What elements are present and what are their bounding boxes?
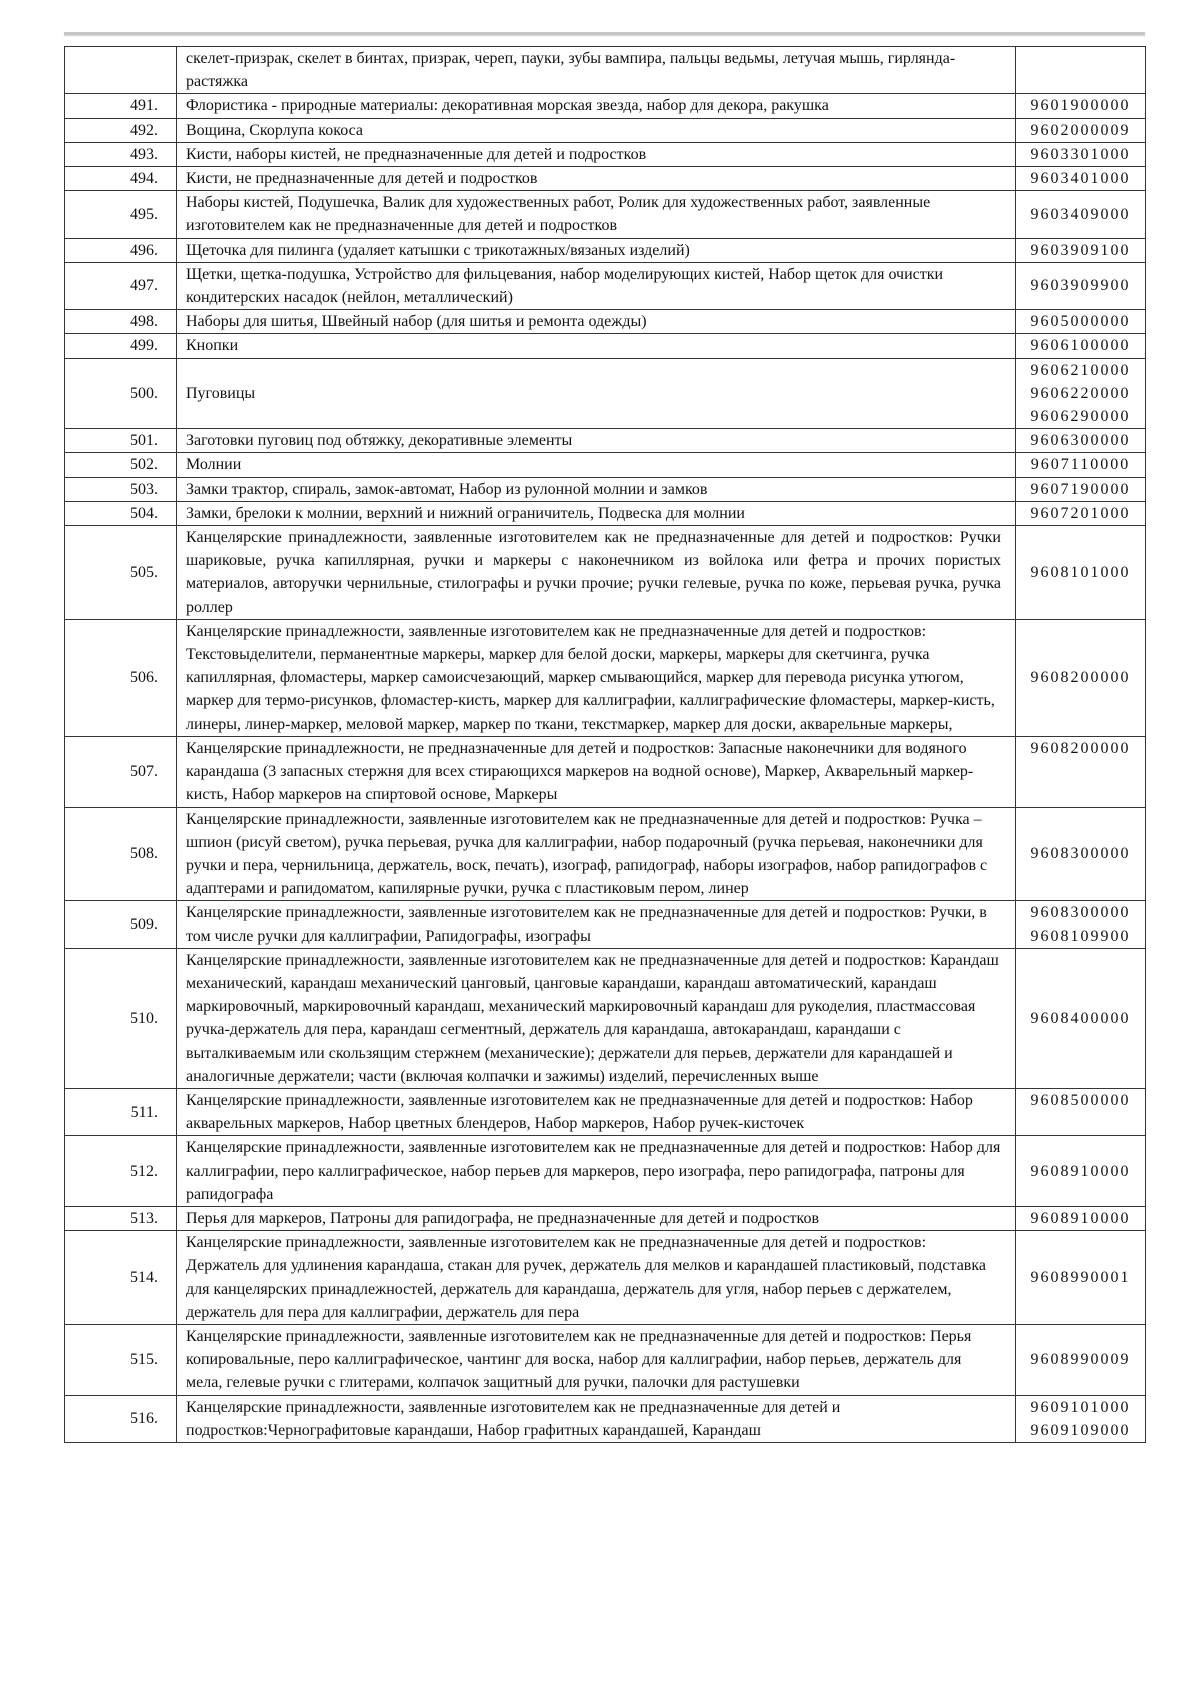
row-codes bbox=[1016, 619, 1146, 736]
row-number: 493. bbox=[65, 142, 177, 166]
row-codes bbox=[1016, 1136, 1146, 1207]
row-codes bbox=[1016, 1231, 1146, 1325]
row-number: 505. bbox=[65, 526, 177, 620]
row-description: Наборы для шитья, Швейный набор (для шитья и ремонта одежды) bbox=[177, 310, 1016, 334]
table-row bbox=[65, 1136, 1146, 1207]
table-row bbox=[65, 262, 1146, 309]
table-row bbox=[65, 47, 1146, 94]
row-description: Канцелярские принадлежности, заявленные изготовителем как не предназначенные для детей и подростков: Набор акварельных маркеров, Набор цветных блендеров, Набор маркеров, Набор ручек-кисточек bbox=[177, 1088, 1016, 1135]
row-description: Канцелярские принадлежности, заявленные изготовителем как не предназначенные для детей и подростков: Ручки шариковые, ручка капиллярная, ручки и маркеры с наконечником из войлока или фетра и прочих пористых материалов, авторучки чернильные, стилографы и ручки прочие; ручки гелевые, ручка по коже, перьевая ручка, ручка роллер bbox=[177, 526, 1016, 620]
row-codes bbox=[1016, 47, 1146, 94]
table-row bbox=[65, 94, 1146, 118]
row-description: Канцелярские принадлежности, заявленные изготовителем как не предназначенные для детей и подростков: Ручка – шпион (рисуй светом), ручка перьевая, ручка для каллиграфии, набор подарочный (ручка перьевая, наконечники для ручки и пера, чернильница, держатель, воск, печать), изограф, рапидограф, наборы изографов, набор рапидографов с адаптерами и рапидоматом, капилярные ручки, ручка с пластиковым пером, линер bbox=[177, 807, 1016, 901]
row-number: 506. bbox=[65, 619, 177, 736]
code-value: 9606210000 bbox=[1030, 361, 1131, 379]
code-value: 9602000009 bbox=[1030, 121, 1131, 139]
row-codes bbox=[1016, 238, 1146, 262]
code-value: 9605000000 bbox=[1030, 313, 1131, 331]
row-number: 516. bbox=[65, 1395, 177, 1442]
row-codes bbox=[1016, 736, 1146, 807]
table-row bbox=[65, 501, 1146, 525]
row-codes bbox=[1016, 1324, 1146, 1395]
code-value: 9606100000 bbox=[1030, 337, 1131, 355]
row-description: Щеточка для пилинга (удаляет катышки с трикотажных/вязаных изделий) bbox=[177, 238, 1016, 262]
row-description: Молнии bbox=[177, 453, 1016, 477]
code-value: 9603301000 bbox=[1030, 145, 1131, 163]
code-value: 9608109900 bbox=[1030, 927, 1131, 945]
row-number: 491. bbox=[65, 94, 177, 118]
code-value: 9609101000 bbox=[1030, 1398, 1131, 1416]
row-description: Заготовки пуговиц под обтяжку, декоративные элементы bbox=[177, 429, 1016, 453]
row-codes bbox=[1016, 334, 1146, 358]
table-row bbox=[65, 142, 1146, 166]
table-row bbox=[65, 334, 1146, 358]
row-number: 511. bbox=[65, 1088, 177, 1135]
row-codes bbox=[1016, 477, 1146, 501]
row-description: Канцелярские принадлежности, заявленные изготовителем как не предназначенные для детей и подростков: Перья копировальные, перо каллиграфическое, чантинг для воска, набор для каллиграфии, набор перьев, держатель для мела, гелевые ручки с глитерами, колпачок защитный для ручки, палочки для растушевки bbox=[177, 1324, 1016, 1395]
row-number: 503. bbox=[65, 477, 177, 501]
row-codes bbox=[1016, 948, 1146, 1088]
table-row bbox=[65, 619, 1146, 736]
row-description: Канцелярские принадлежности, не предназначенные для детей и подростков: Запасные наконечники для водяного карандаша (3 запасных стержня для всех стирающихся маркеров на водной основе), Маркер, Акварельный маркер-кисть, Набор маркеров на спиртовой основе, Маркеры bbox=[177, 736, 1016, 807]
code-value: 9606300000 bbox=[1030, 432, 1131, 450]
row-description: Наборы кистей, Подушечка, Валик для художественных работ, Ролик для художественных работ, заявленные изготовителем как не предназначенные для детей и подростков bbox=[177, 191, 1016, 238]
row-number: 515. bbox=[65, 1324, 177, 1395]
table-row bbox=[65, 429, 1146, 453]
row-number: 513. bbox=[65, 1206, 177, 1230]
row-description: Кнопки bbox=[177, 334, 1016, 358]
page-top-rule bbox=[64, 32, 1145, 35]
table-row bbox=[65, 736, 1146, 807]
table-row bbox=[65, 1088, 1146, 1135]
codes-table-body bbox=[65, 47, 1146, 1443]
row-number: 498. bbox=[65, 310, 177, 334]
row-number: 509. bbox=[65, 901, 177, 948]
row-description: Кисти, наборы кистей, не предназначенные для детей и подростков bbox=[177, 142, 1016, 166]
code-value: 9607201000 bbox=[1030, 504, 1131, 522]
code-value: 9607110000 bbox=[1030, 456, 1131, 474]
row-description: Канцелярские принадлежности, заявленные изготовителем как не предназначенные для детей и подростков: Карандаш механический, карандаш механический цанговый, цанговые карандаши, карандаш автоматический, карандаш маркировочный, маркировочный карандаш, механический маркировочный карандаш для рукоделия, пластмассовая ручка-держатель для пера, карандаш сегментный, держатель для карандаша, автокарандаш, карандаши с выталкиваемым или скользящим стержнем (механические); держатели для перьев, держатели для карандашей и аналогичные держатели; части (включая колпачки и зажимы) изделий, перечисленных выше bbox=[177, 948, 1016, 1088]
row-number: 499. bbox=[65, 334, 177, 358]
row-codes bbox=[1016, 94, 1146, 118]
row-codes bbox=[1016, 191, 1146, 238]
row-description: Перья для маркеров, Патроны для рапидографа, не предназначенные для детей и подростков bbox=[177, 1206, 1016, 1230]
code-value: 9608200000 bbox=[1030, 669, 1131, 687]
code-value: 9608910000 bbox=[1030, 1209, 1131, 1227]
row-codes bbox=[1016, 807, 1146, 901]
table-row bbox=[65, 948, 1146, 1088]
row-description: Щетки, щетка-подушка, Устройство для фильцевания, набор моделирующих кистей, Набор щеток для очистки кондитерских насадок (нейлон, металлический) bbox=[177, 262, 1016, 309]
row-number: 512. bbox=[65, 1136, 177, 1207]
row-description: Канцелярские принадлежности, заявленные изготовителем как не предназначенные для детей и подростков:Чернографитовые карандаши, Набор графитных карандашей, Карандаш bbox=[177, 1395, 1016, 1442]
table-row bbox=[65, 526, 1146, 620]
table-row bbox=[65, 1206, 1146, 1230]
code-value: 9608500000 bbox=[1030, 1091, 1131, 1109]
code-value: 9608300000 bbox=[1030, 845, 1131, 863]
table-row bbox=[65, 118, 1146, 142]
row-codes bbox=[1016, 262, 1146, 309]
row-number: 492. bbox=[65, 118, 177, 142]
row-codes bbox=[1016, 310, 1146, 334]
code-value: 9603409000 bbox=[1030, 205, 1131, 223]
row-codes bbox=[1016, 901, 1146, 948]
table-row bbox=[65, 238, 1146, 262]
row-number: 501. bbox=[65, 429, 177, 453]
row-number: 514. bbox=[65, 1231, 177, 1325]
code-value: 9609109000 bbox=[1030, 1421, 1131, 1439]
code-value: 9601900000 bbox=[1030, 97, 1131, 115]
row-codes bbox=[1016, 118, 1146, 142]
code-value: 9608990009 bbox=[1030, 1351, 1131, 1369]
row-description: Флористика - природные материалы: декоративная морская звезда, набор для декора, ракушка bbox=[177, 94, 1016, 118]
table-row bbox=[65, 167, 1146, 191]
code-value: 9608400000 bbox=[1030, 1009, 1131, 1027]
row-number: 500. bbox=[65, 358, 177, 429]
row-number: 504. bbox=[65, 501, 177, 525]
row-codes bbox=[1016, 167, 1146, 191]
row-codes bbox=[1016, 1395, 1146, 1442]
row-number bbox=[65, 47, 177, 94]
code-value: 9608990001 bbox=[1030, 1268, 1131, 1286]
code-value: 9606290000 bbox=[1030, 408, 1131, 426]
row-codes bbox=[1016, 453, 1146, 477]
row-number: 502. bbox=[65, 453, 177, 477]
table-row bbox=[65, 1395, 1146, 1442]
row-description: Канцелярские принадлежности, заявленные изготовителем как не предназначенные для детей и подростков: Текстовыделители, перманентные маркеры, маркер для белой доски, маркеры, маркеры для скетчинга, ручка капиллярная, фломастеры, маркер самоисчезающий, маркер смывающийся, маркер для перевода рисунка утюгом, маркер для термо-рисунков, фломастер-кисть, маркер для каллиграфии, каллиграфические фломастеры, маркер-кисть, линеры, линер-маркер, меловой маркер, маркер по ткани, текстмаркер, маркер для доски, акварельные маркеры, bbox=[177, 619, 1016, 736]
row-number: 507. bbox=[65, 736, 177, 807]
row-description: Замки трактор, спираль, замок-автомат, Набор из рулонной молнии и замков bbox=[177, 477, 1016, 501]
code-value: 9608200000 bbox=[1030, 739, 1131, 757]
row-number: 508. bbox=[65, 807, 177, 901]
row-codes bbox=[1016, 1088, 1146, 1135]
row-codes bbox=[1016, 501, 1146, 525]
code-value: 9603909100 bbox=[1030, 241, 1131, 259]
code-value: 9608910000 bbox=[1030, 1162, 1131, 1180]
table-row bbox=[65, 1231, 1146, 1325]
code-value: 9608300000 bbox=[1030, 904, 1131, 922]
row-number: 494. bbox=[65, 167, 177, 191]
row-description: скелет-призрак, скелет в бинтах, призрак, череп, пауки, зубы вампира, пальцы ведьмы, летучая мышь, гирлянда-растяжка bbox=[177, 47, 1016, 94]
code-value: 9607190000 bbox=[1030, 480, 1131, 498]
row-description: Замки, брелоки к молнии, верхний и нижний ограничитель, Подвеска для молнии bbox=[177, 501, 1016, 525]
table-row bbox=[65, 358, 1146, 429]
table-row bbox=[65, 901, 1146, 948]
row-number: 510. bbox=[65, 948, 177, 1088]
row-number: 496. bbox=[65, 238, 177, 262]
table-row bbox=[65, 453, 1146, 477]
row-description: Канцелярские принадлежности, заявленные изготовителем как не предназначенные для детей и подростков: Держатель для удлинения карандаша, стакан для ручек, держатель для мелков и карандашей пластиковый, подставка для канцелярских принадлежностей, держатель для карандаша, держатель для угля, набор перьев с держателем, держатель для пера для каллиграфии, держатель для пера bbox=[177, 1231, 1016, 1325]
table-row bbox=[65, 477, 1146, 501]
row-description: Пуговицы bbox=[177, 358, 1016, 429]
code-value: 9608101000 bbox=[1030, 563, 1131, 581]
row-description: Вощина, Скорлупа кокоса bbox=[177, 118, 1016, 142]
code-value: 9603401000 bbox=[1030, 170, 1131, 188]
row-codes bbox=[1016, 1206, 1146, 1230]
row-description: Канцелярские принадлежности, заявленные изготовителем как не предназначенные для детей и подростков: Набор для каллиграфии, перо каллиграфическое, набор перьев для маркеров, перо изографа, перо рапидографа, патроны для рапидографа bbox=[177, 1136, 1016, 1207]
row-codes bbox=[1016, 526, 1146, 620]
table-row bbox=[65, 807, 1146, 901]
row-number: 497. bbox=[65, 262, 177, 309]
customs-codes-table bbox=[64, 46, 1146, 1443]
table-row bbox=[65, 1324, 1146, 1395]
row-codes bbox=[1016, 429, 1146, 453]
code-value: 9603909900 bbox=[1030, 277, 1131, 295]
table-row bbox=[65, 191, 1146, 238]
row-description: Кисти, не предназначенные для детей и подростков bbox=[177, 167, 1016, 191]
row-number: 495. bbox=[65, 191, 177, 238]
table-row bbox=[65, 310, 1146, 334]
row-description: Канцелярские принадлежности, заявленные изготовителем как не предназначенные для детей и подростков: Ручки, в том числе ручки для каллиграфии, Рапидографы, изографы bbox=[177, 901, 1016, 948]
row-codes bbox=[1016, 358, 1146, 429]
code-value: 9606220000 bbox=[1030, 384, 1131, 402]
row-codes bbox=[1016, 142, 1146, 166]
